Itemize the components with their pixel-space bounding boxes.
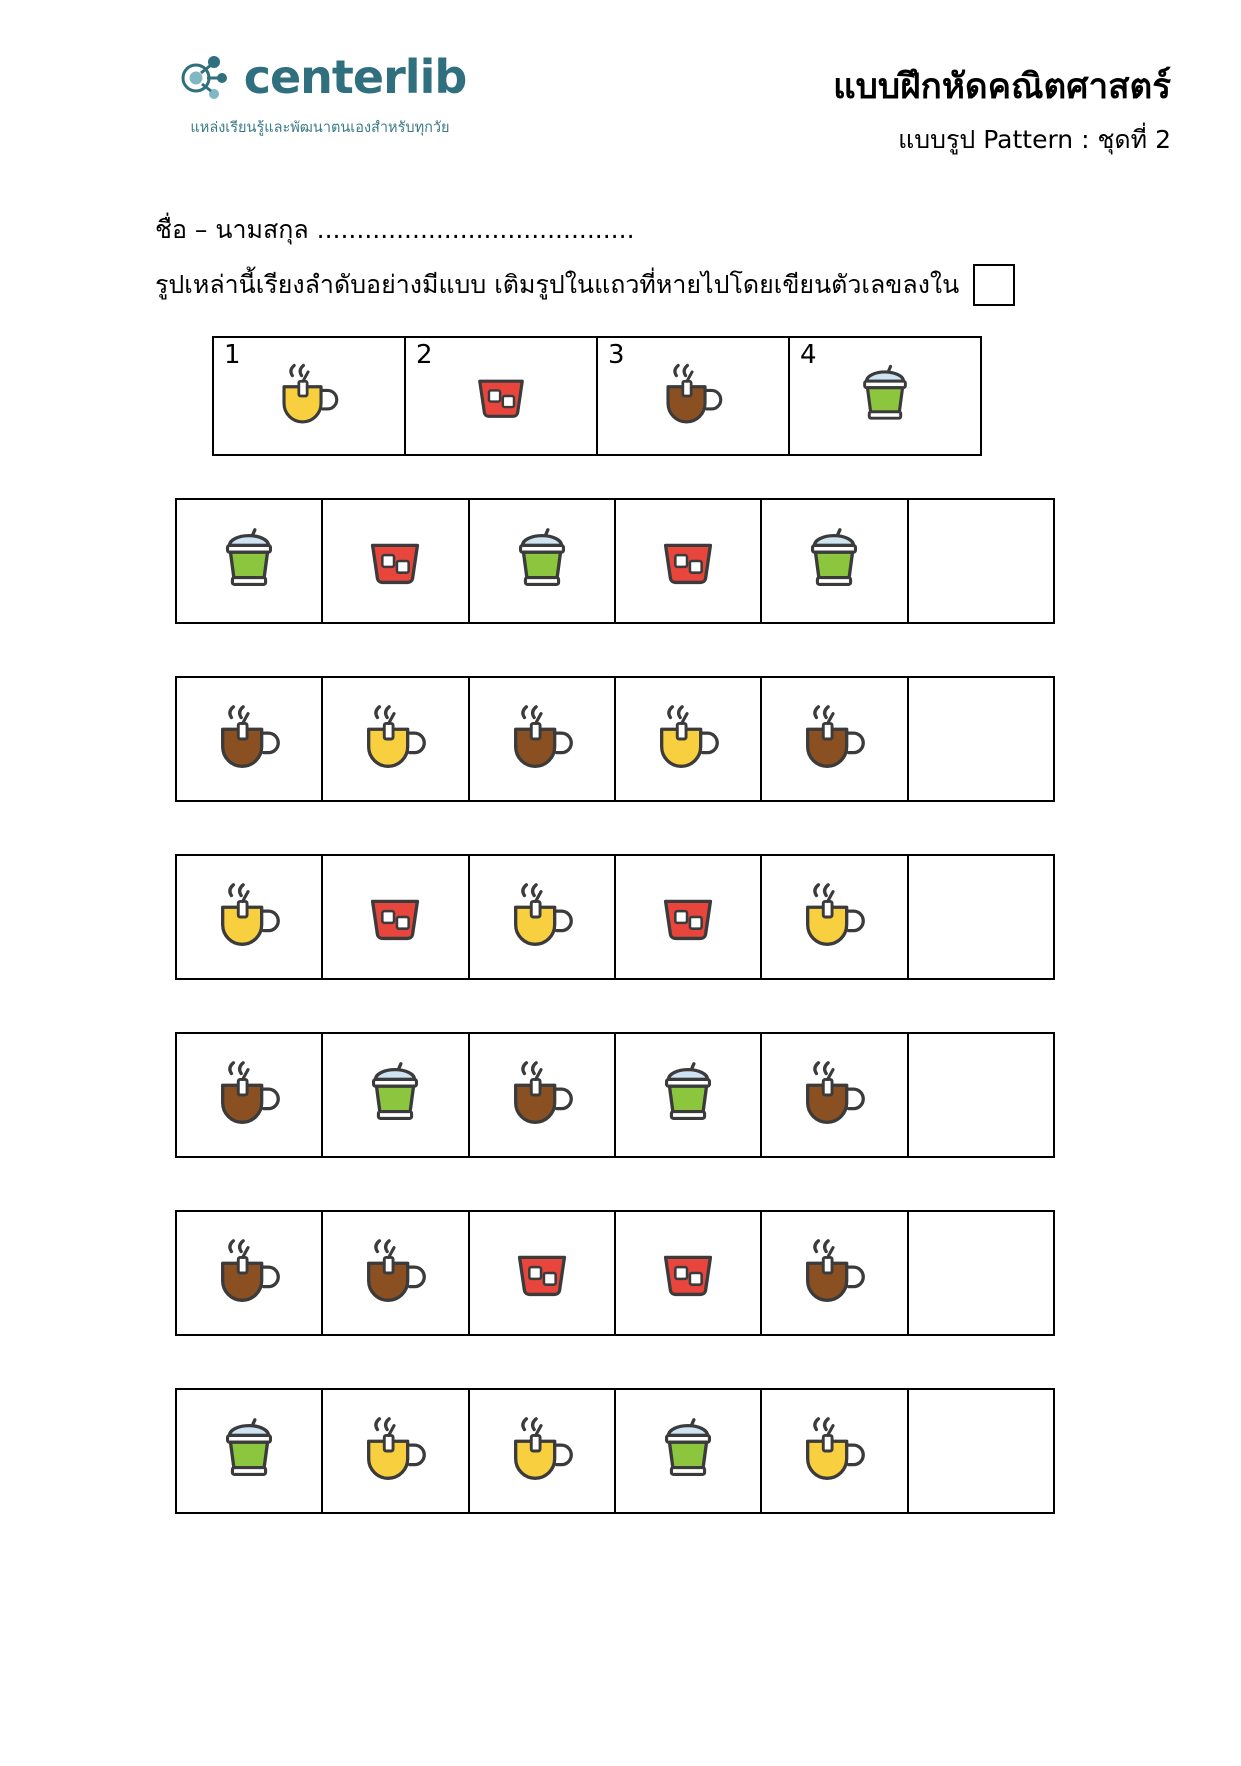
pattern-cell — [323, 1034, 469, 1156]
yellow-cup-icon — [795, 878, 873, 956]
legend-cell — [406, 338, 598, 454]
green-smoothie-cup-icon — [649, 1056, 727, 1134]
brown-cup-icon — [356, 1234, 434, 1312]
instructions-block — [0, 160, 1241, 306]
pattern-cell — [177, 1390, 323, 1512]
legend-number: 2 — [416, 339, 433, 370]
pattern-cell — [762, 1390, 908, 1512]
pattern-cell — [616, 856, 762, 978]
pattern-rows — [175, 498, 1241, 1514]
red-ice-glass-icon — [649, 522, 727, 600]
brown-cup-icon — [503, 700, 581, 778]
brown-cup-icon — [210, 1234, 288, 1312]
pattern-answer-cell[interactable] — [909, 1390, 1053, 1512]
pattern-cell — [762, 678, 908, 800]
molecule-logo-icon — [174, 48, 232, 106]
red-ice-glass-icon — [356, 878, 434, 956]
brand-tagline: แหล่งเรียนรู้และพัฒนาตนเองสำหรับทุกวัย — [190, 120, 450, 136]
green-smoothie-cup-icon — [848, 359, 922, 433]
yellow-cup-icon — [356, 1412, 434, 1490]
pattern-cell — [323, 678, 469, 800]
yellow-cup-icon — [272, 359, 346, 433]
pattern-cell — [177, 1212, 323, 1334]
pattern-cell — [616, 500, 762, 622]
red-ice-glass-icon — [356, 522, 434, 600]
pattern-cell — [177, 500, 323, 622]
pattern-cell — [470, 856, 616, 978]
pattern-cell — [323, 1390, 469, 1512]
yellow-cup-icon — [503, 1412, 581, 1490]
pattern-cell — [470, 1034, 616, 1156]
direction-text: รูปเหล่านี้เรียงลำดับอย่างมีแบบ เติมรูปในแถวที่หายไปโดยเขียนตัวเลขลงใน — [155, 269, 960, 299]
brown-cup-icon — [795, 1056, 873, 1134]
green-smoothie-cup-icon — [210, 1412, 288, 1490]
pattern-answer-cell[interactable] — [909, 1212, 1053, 1334]
brown-cup-icon — [795, 700, 873, 778]
pattern-row — [175, 854, 1055, 980]
brand-row — [174, 48, 467, 106]
red-ice-glass-icon — [503, 1234, 581, 1312]
pattern-cell — [616, 1034, 762, 1156]
yellow-cup-icon — [649, 700, 727, 778]
pattern-cell — [323, 856, 469, 978]
green-smoothie-cup-icon — [795, 522, 873, 600]
name-field-line: ชื่อ – นามสกุล ........................................ — [155, 214, 635, 244]
legend-number: 1 — [224, 339, 241, 370]
brown-cup-icon — [210, 1056, 288, 1134]
legend-number: 3 — [608, 339, 625, 370]
pattern-cell — [470, 1390, 616, 1512]
pattern-cell — [762, 1212, 908, 1334]
pattern-cell — [762, 1034, 908, 1156]
pattern-cell — [762, 856, 908, 978]
green-smoothie-cup-icon — [503, 522, 581, 600]
pattern-cell — [616, 678, 762, 800]
page-title: แบบฝึกหัดคณิตศาสตร์ — [833, 67, 1171, 107]
pattern-cell — [616, 1390, 762, 1512]
pattern-answer-cell[interactable] — [909, 1034, 1053, 1156]
legend-cell — [790, 338, 980, 454]
pattern-row — [175, 1210, 1055, 1336]
brown-cup-icon — [656, 359, 730, 433]
brand-name: centerlib — [243, 50, 467, 104]
pattern-cell — [470, 500, 616, 622]
pattern-cell — [177, 1034, 323, 1156]
red-ice-glass-icon — [464, 359, 538, 433]
pattern-row — [175, 676, 1055, 802]
pattern-cell — [177, 856, 323, 978]
brand-logo — [140, 48, 500, 139]
answer-box[interactable] — [973, 264, 1015, 306]
pattern-cell — [323, 1212, 469, 1334]
pattern-answer-cell[interactable] — [909, 856, 1053, 978]
yellow-cup-icon — [795, 1412, 873, 1490]
legend-cell — [214, 338, 406, 454]
direction-line — [155, 264, 1171, 306]
pattern-cell — [762, 500, 908, 622]
pattern-cell — [177, 678, 323, 800]
legend-number: 4 — [800, 339, 817, 370]
red-ice-glass-icon — [649, 878, 727, 956]
legend-table — [212, 336, 982, 456]
pattern-row — [175, 1388, 1055, 1514]
green-smoothie-cup-icon — [356, 1056, 434, 1134]
pattern-row — [175, 1032, 1055, 1158]
title-block — [833, 48, 1171, 160]
yellow-cup-icon — [210, 878, 288, 956]
page-header — [0, 0, 1241, 160]
pattern-answer-cell[interactable] — [909, 500, 1053, 622]
pattern-answer-cell[interactable] — [909, 678, 1053, 800]
pattern-row — [175, 498, 1055, 624]
brown-cup-icon — [795, 1234, 873, 1312]
yellow-cup-icon — [356, 700, 434, 778]
pattern-cell — [323, 500, 469, 622]
pattern-cell — [616, 1212, 762, 1334]
page-subtitle: แบบรูป Pattern : ชุดที่ 2 — [898, 124, 1171, 154]
green-smoothie-cup-icon — [210, 522, 288, 600]
brown-cup-icon — [210, 700, 288, 778]
green-smoothie-cup-icon — [649, 1412, 727, 1490]
yellow-cup-icon — [503, 878, 581, 956]
brown-cup-icon — [503, 1056, 581, 1134]
red-ice-glass-icon — [649, 1234, 727, 1312]
pattern-cell — [470, 678, 616, 800]
pattern-cell — [470, 1212, 616, 1334]
legend-cell — [598, 338, 790, 454]
